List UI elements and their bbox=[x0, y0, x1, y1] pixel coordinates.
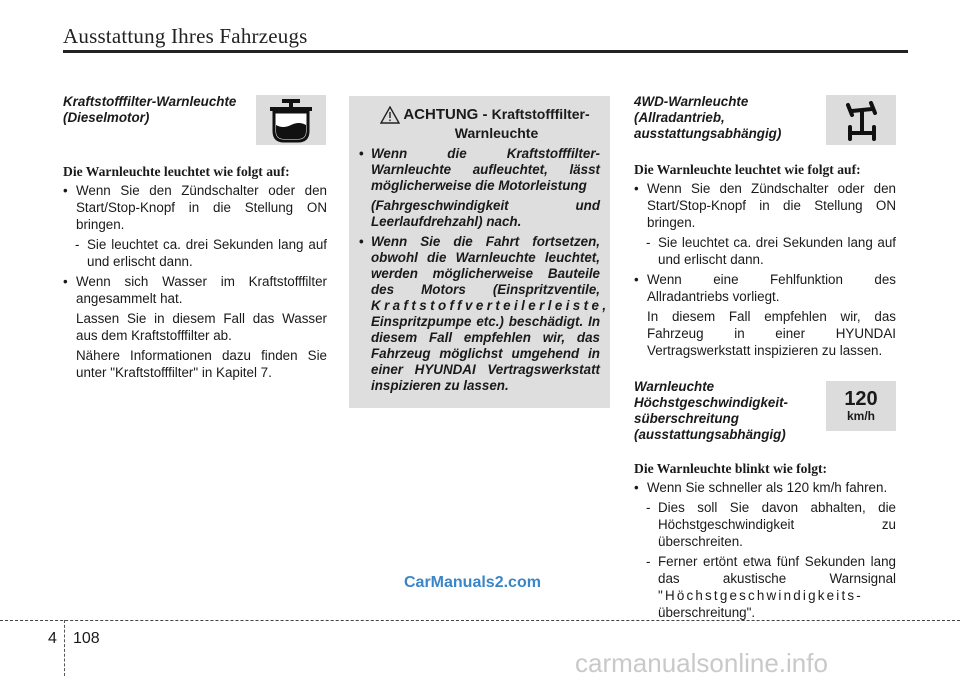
sub-text: "Höchstgeschwindigkeits- bbox=[658, 588, 863, 603]
title-line: (ausstattungsabhängig) bbox=[634, 427, 786, 442]
warning-text: Wenn Sie die Fahrt fortsetzen, obwohl die Warnleuchte leuchtet, werden möglicherweise Bauteile des Motors (Einspritzventile, bbox=[371, 234, 600, 297]
warning-text: Kraftstoffverteilerleiste, bbox=[371, 298, 610, 313]
header-rule bbox=[63, 50, 908, 53]
speed-section bbox=[634, 379, 896, 621]
paragraph: Nähere Informationen dazu finden Sie unter "Kraftstofffilter" in Kapitel 7. bbox=[76, 348, 327, 380]
title-line: (Dieselmotor) bbox=[63, 110, 150, 125]
list-item: • Wenn eine Fehlfunktion des Allradantriebs vorliegt. bbox=[634, 271, 896, 305]
section-title bbox=[63, 94, 327, 126]
title-line: Kraftstofffilter-Warnleuchte bbox=[63, 94, 237, 109]
footer-watermark: carmanualsonline.info bbox=[575, 648, 828, 678]
title-line: Warnleuchte bbox=[634, 379, 715, 394]
warning-label: ACHTUNG - bbox=[403, 106, 492, 123]
title-line: ausstattungsabhängig) bbox=[634, 126, 782, 141]
title-line: 4WD-Warnleuchte bbox=[634, 94, 749, 109]
list-item: • Wenn Sie den Zündschalter oder den Start/Stop-Knopf in die Stellung ON bringen. bbox=[63, 182, 327, 233]
list-item: • Wenn Sie den Zündschalter oder den Start/Stop-Knopf in die Stellung ON bringen. bbox=[634, 180, 896, 231]
fuel-filter-section bbox=[63, 94, 327, 381]
footer-rule bbox=[0, 620, 960, 621]
warning-heading bbox=[349, 96, 610, 142]
page-header-title: Ausstattung Ihres Fahrzeugs bbox=[63, 24, 308, 48]
sub-item bbox=[634, 553, 896, 621]
sub-text: überschreitung". bbox=[658, 605, 756, 620]
warning-topic: Kraftstofffilter- bbox=[491, 106, 590, 122]
4wd-section bbox=[634, 94, 896, 359]
sub-text: Ferner ertönt etwa fünf Sekunden lang das akustische Warnsignal bbox=[658, 554, 896, 586]
paragraph: Lassen Sie in diesem Fall das Wasser aus dem Kraftstofffilter ab. bbox=[76, 311, 327, 343]
title-line: süberschreitung bbox=[634, 411, 739, 426]
warning-topic-line2: Warnleuchte bbox=[454, 125, 539, 141]
section-title bbox=[634, 94, 896, 142]
warning-text: Einspritzpumpe etc.) beschädigt. In diesem Fall empfehlen wir, das Fahrzeug möglichst umgehend in einer HYUNDAI Vertragswerkstatt inspizieren zu lassen. bbox=[371, 314, 600, 393]
section-title bbox=[634, 379, 896, 443]
warning-box bbox=[349, 96, 610, 408]
warning-triangle-icon bbox=[380, 106, 400, 129]
warning-item bbox=[359, 234, 610, 394]
sub-item: - Sie leuchtet ca. drei Sekunden lang auf und erlischt dann. bbox=[63, 236, 327, 270]
lead-text: Die Warnleuchte leuchtet wie folgt auf: bbox=[634, 162, 861, 177]
sub-item: - Dies soll Sie davon abhalten, die Höchstgeschwindigkeit zu überschreiten. bbox=[634, 499, 896, 550]
warning-body bbox=[349, 142, 610, 394]
list-item: • Wenn sich Wasser im Kraftstofffilter angesammelt hat. bbox=[63, 273, 327, 307]
lead-text: Die Warnleuchte blinkt wie folgt: bbox=[634, 461, 828, 476]
watermark-link[interactable]: CarManuals2.com bbox=[404, 574, 541, 591]
speed-value: 120 bbox=[844, 388, 878, 410]
page-number: 108 bbox=[73, 630, 100, 647]
warning-paragraph: (Fahrgeschwindigkeit und Leerlaufdrehzahl) nach. bbox=[371, 198, 600, 229]
footer-divider bbox=[64, 620, 65, 676]
speed-unit: km/h bbox=[846, 409, 875, 423]
title-line: (Allradantrieb, bbox=[634, 110, 725, 125]
list-item: • Wenn Sie schneller als 120 km/h fahren. bbox=[634, 479, 896, 496]
sub-item: - Sie leuchtet ca. drei Sekunden lang auf und erlischt dann. bbox=[634, 234, 896, 268]
chapter-number: 4 bbox=[48, 630, 57, 647]
title-line: Höchstgeschwindigkeit- bbox=[634, 395, 789, 410]
lead-text: Die Warnleuchte leuchtet wie folgt auf: bbox=[63, 164, 290, 179]
paragraph: In diesem Fall empfehlen wir, das Fahrzeug in einer HYUNDAI Vertragswerkstatt inspizieren zu lassen. bbox=[647, 309, 896, 358]
warning-item: • Wenn die Kraftstofffilter-Warnleuchte aufleuchtet, lässt möglicherweise die Motorleistung bbox=[359, 146, 600, 194]
